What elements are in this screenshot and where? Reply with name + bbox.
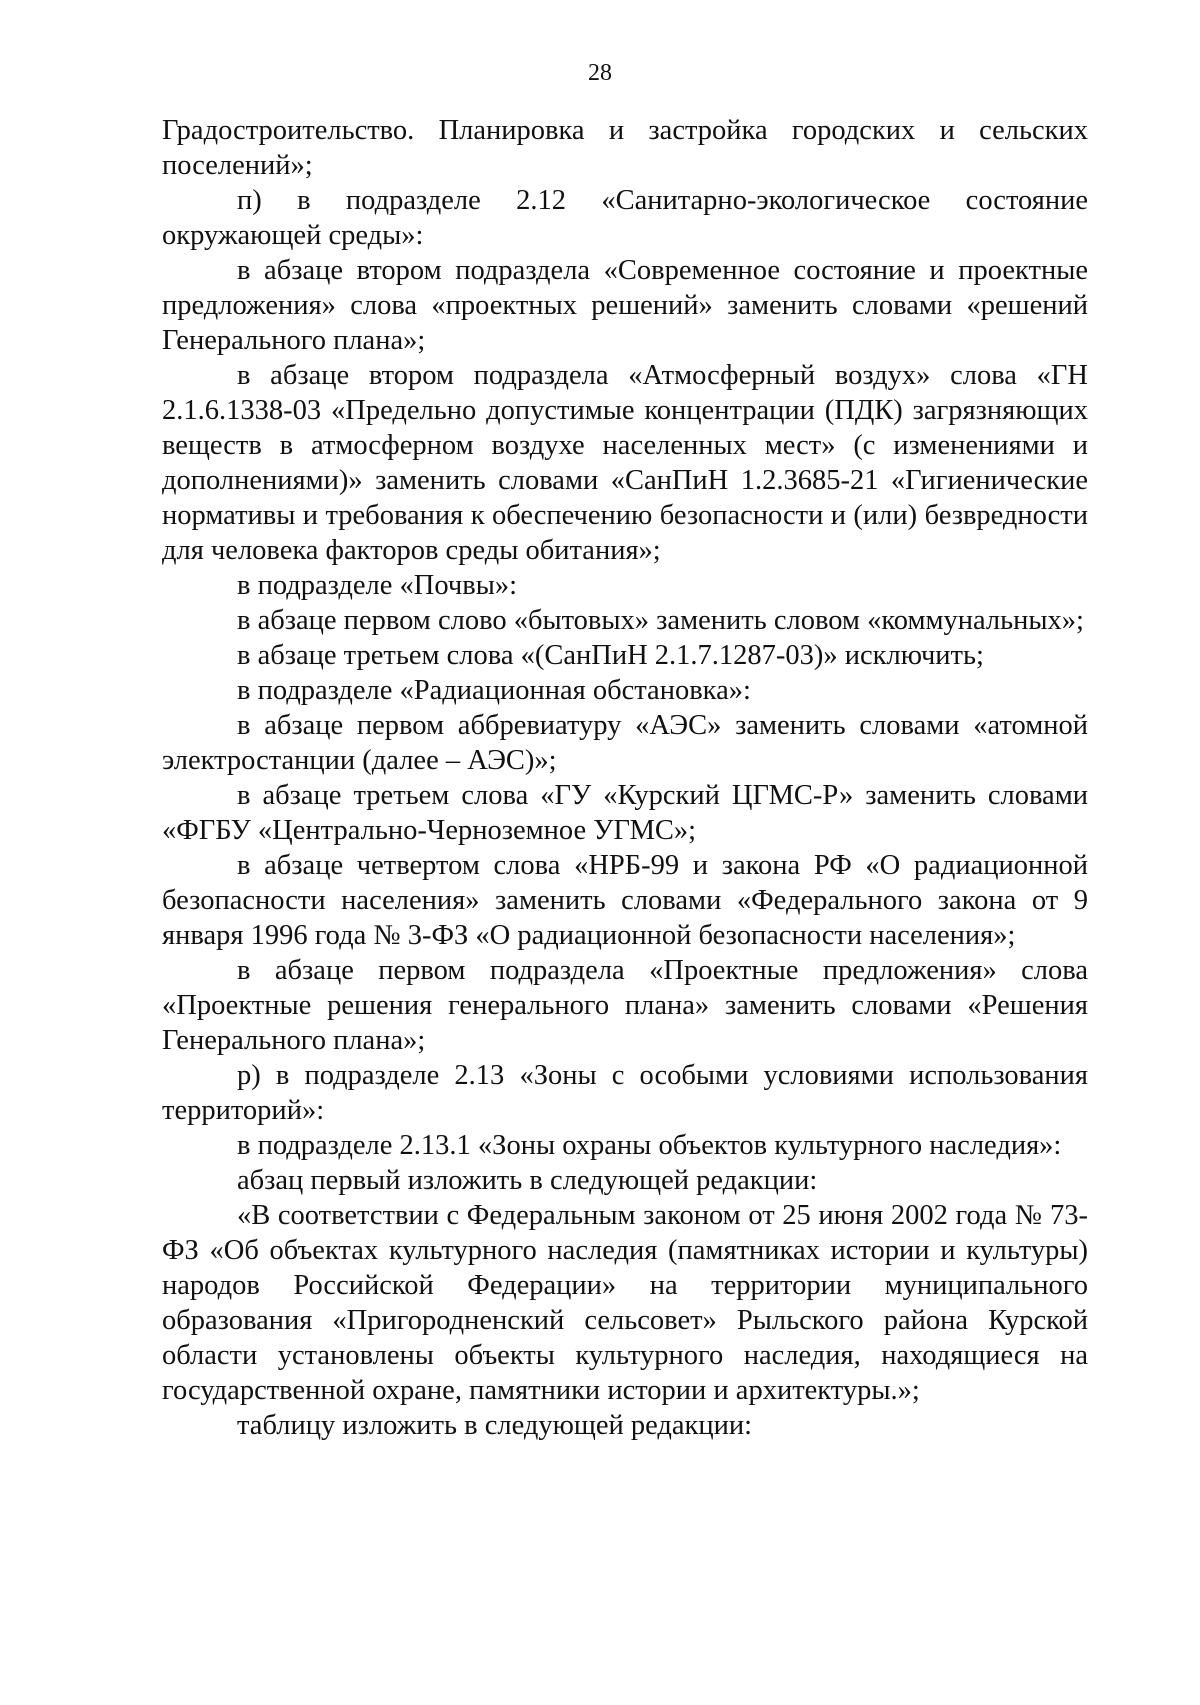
paragraph: в абзаце четвертом слова «НРБ-99 и закона РФ «О радиационной безопасности населения» заменить словами «Федерального закона от 9 января 1996 года № 3-ФЗ «О радиационной безопасности населения»; <box>162 850 1088 951</box>
paragraph: таблицу изложить в следующей редакции: <box>237 1410 753 1441</box>
paragraph: Градостроительство. Планировка и застройка городских и сельских поселений»; <box>162 115 1088 181</box>
document-body <box>162 113 1088 1443</box>
paragraph: в абзаце втором подраздела «Современное состояние и проектные предложения» слова «проектных решений» заменить словами «решений Генерального плана»; <box>162 255 1088 356</box>
paragraph: п) в подразделе 2.12 «Санитарно-экологическое состояние окружающей среды»: <box>162 185 1088 251</box>
paragraph: в абзаце третьем слова «(СанПиН 2.1.7.1287-03)» исключить; <box>237 640 984 671</box>
page-number: 28 <box>588 60 612 86</box>
paragraph: в абзаце третьем слова «ГУ «Курский ЦГМС-Р» заменить словами «ФГБУ «Центрально-Черноземное УГМС»; <box>162 780 1088 846</box>
paragraph: в подразделе «Почвы»: <box>237 570 518 601</box>
paragraph: в подразделе «Радиационная обстановка»: <box>237 675 751 706</box>
paragraph: в абзаце первом подраздела «Проектные предложения» слова «Проектные решения генерального плана» заменить словами «Решения Генерального плана»; <box>162 955 1088 1056</box>
paragraph: в абзаце первом аббревиатуру «АЭС» заменить словами «атомной электростанции (далее – АЭС)»; <box>162 710 1088 776</box>
paragraph: в абзаце первом слово «бытовых» заменить словом «коммунальных»; <box>237 605 1084 636</box>
paragraph: в абзаце втором подраздела «Атмосферный воздух» слова «ГН 2.1.6.1338-03 «Предельно допустимые концентрации (ПДК) загрязняющих веществ в атмосферном воздухе населенных мест» (с изменениями и дополнениями)» заменить словами «СанПиН 1.2.3685-21 «Гигиенические нормативы и требования к обеспечению безопасности и (или) безвредности для человека факторов среды обитания»; <box>162 360 1088 566</box>
paragraph: в подразделе 2.13.1 «Зоны охраны объектов культурного наследия»: <box>237 1130 1062 1161</box>
paragraph: абзац первый изложить в следующей редакции: <box>237 1165 818 1196</box>
paragraph: р) в подразделе 2.13 «Зоны с особыми условиями использования территорий»: <box>162 1060 1088 1126</box>
paragraph: «В соответствии с Федеральным законом от 25 июня 2002 года № 73-ФЗ «Об объектах культурного наследия (памятниках истории и культуры) народов Российской Федерации» на территории муниципального образования «Пригородненский сельсовет» Рыльского района Курской области установлены объекты культурного наследия, находящиеся на государственной охране, памятники истории и архитектуры.»; <box>162 1200 1088 1406</box>
